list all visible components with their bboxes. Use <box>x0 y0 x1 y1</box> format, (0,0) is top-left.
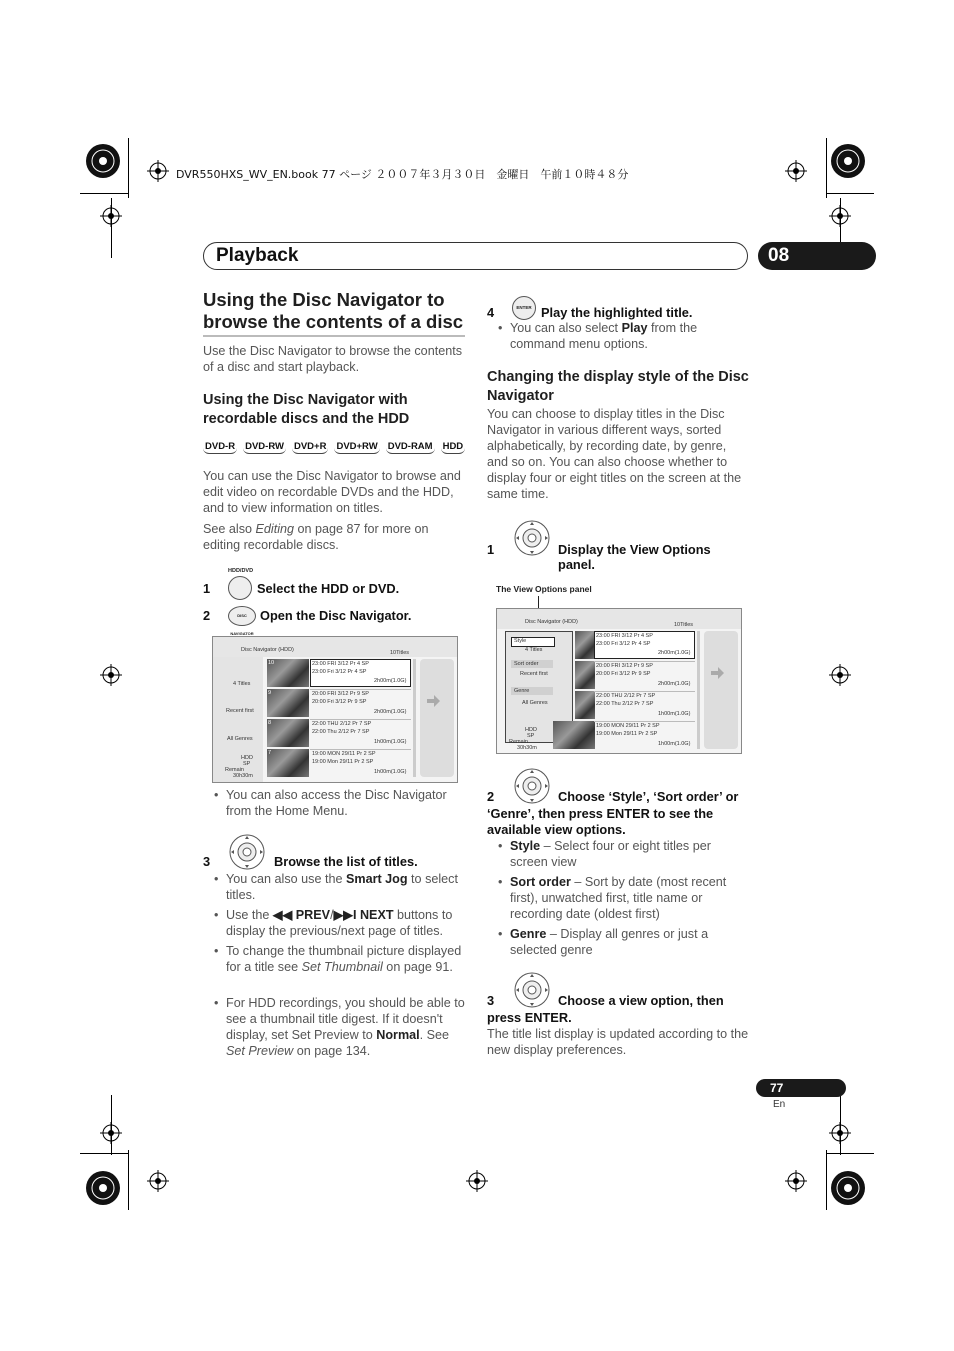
disc-type-badges <box>203 440 465 454</box>
title-row[interactable] <box>594 691 695 692</box>
step-number: 3 <box>203 854 211 869</box>
disc-navigator-button-icon: DISC NAVIGATOR <box>228 606 256 626</box>
starburst-mark-bottom-left <box>85 1170 121 1206</box>
title-line: 19:00 MON 29/11 Pr 2 SP <box>596 723 660 729</box>
title-line: 22:00 THU 2/12 Pr 7 SP <box>312 721 372 727</box>
step-text: Open the Disc Navigator. <box>260 608 412 623</box>
step-number: 1 <box>203 581 211 596</box>
genre-label: Genre <box>514 688 530 694</box>
bullet-thumbnail: • To change the thumbnail picture displayed for a title see Set Thumbnail on page 91. <box>226 943 466 975</box>
title-thumbnail <box>575 691 595 719</box>
hdd-dvd-label: HDD/DVD <box>228 568 254 574</box>
hdd-label: HDD <box>241 755 253 761</box>
registration-mark <box>100 1122 122 1144</box>
side-genre: All Genres <box>227 736 253 742</box>
title-duration: 2h00m(1.0G) <box>374 678 407 684</box>
title-thumbnail <box>267 719 309 747</box>
title-duration: 1h00m(1.0G) <box>374 769 407 775</box>
intro-text: Use the Disc Navigator to browse the contents of a disc and start playback. <box>203 344 462 374</box>
arrow-right-icon <box>709 665 725 681</box>
title-line: 23:00 Fri 3/12 Pr 4 SP <box>312 669 367 675</box>
screen-title: Disc Navigator (HDD) <box>525 619 578 625</box>
enter-button-icon: ENTER <box>512 296 536 320</box>
body-text: You can choose to display titles in the Disc Navigator in various different ways, sorted alphabetically, by recording date, by genre, and so on. You can also choose whether to display four or eight titles on the screen at the same time. <box>487 407 742 501</box>
step-text: Browse the list of titles. <box>274 854 418 869</box>
title-row[interactable] <box>310 749 411 750</box>
remain-value: 30h30m <box>517 745 537 751</box>
bullet-prev-next: • Use the ◀◀ PREV/▶▶I NEXT buttons to display the previous/next page of titles. <box>226 907 466 939</box>
sort-order-label: Sort order <box>514 661 539 667</box>
title-line: 19:00 MON 29/11 Pr 2 SP <box>312 751 376 757</box>
registration-mark <box>785 1170 807 1192</box>
body-text: You can use the Disc Navigator to browse and edit video on recordable DVDs and the HDD, and to view information on titles. <box>203 469 461 515</box>
section-title: Using the Disc Navigator to browse the contents of a disc <box>203 289 464 332</box>
step-number: 3 <box>487 993 495 1008</box>
starburst-mark-bottom-right <box>830 1170 866 1206</box>
title-duration: 1h00m(1.0G) <box>658 711 691 717</box>
title-duration: 1h00m(1.0G) <box>658 741 691 747</box>
language-label: En <box>773 1099 786 1110</box>
title-thumbnail <box>553 721 595 749</box>
scrollbar[interactable] <box>413 659 416 777</box>
genre-value: All Genres <box>522 700 548 706</box>
title-line: 22:00 Thu 2/12 Pr 7 SP <box>312 729 370 735</box>
title-row[interactable] <box>310 719 411 720</box>
title-number: 10 <box>268 660 275 666</box>
option-style: • Style – Select four or eight titles per screen view <box>510 838 742 870</box>
bullet-hdd-preview: • For HDD recordings, you should be able to see a thumbnail title digest. If it doesn't display, set Set Preview to Normal. See Set Preview on page 134. <box>226 995 466 1059</box>
title-duration: 2h00m(1.0G) <box>658 650 691 656</box>
disc-badge: DVD-RAM <box>387 441 433 452</box>
title-duration: 2h00m(1.0G) <box>374 709 407 715</box>
option-sort-order: • Sort order – Sort by date (most recent first), unwatched first, title name or recording date (oldest first) <box>510 874 742 922</box>
chapter-title: Playback <box>216 245 299 266</box>
view-options-screen <box>496 608 742 754</box>
step-number: 2 <box>203 608 211 623</box>
step-text: Choose a view option, then press ENTER. <box>487 993 724 1025</box>
title-count: 10Titles <box>390 650 410 656</box>
hdd-dvd-button-icon <box>228 576 252 600</box>
registration-mark <box>147 160 169 182</box>
step-number: 4 <box>487 305 495 320</box>
panel-caption: The View Options panel <box>496 584 592 594</box>
bullet-smart-jog: • You can also use the Smart Jog to select titles. <box>226 871 466 903</box>
section-rule <box>203 335 465 337</box>
arrow-right-icon <box>425 693 441 709</box>
title-line: 20:00 Fri 3/12 Pr 9 SP <box>312 699 367 705</box>
smart-jog-icon <box>513 519 551 557</box>
body-text-see-also: See also Editing on page 87 for more on editing recordable discs. <box>203 522 429 552</box>
next-panel <box>420 659 454 777</box>
hdd-label: HDD <box>525 727 537 733</box>
title-line: 23:00 FRI 3/12 Pr 4 SP <box>312 661 369 667</box>
title-row[interactable] <box>310 689 411 690</box>
step-text: Play the highlighted title. <box>541 305 693 320</box>
remain-value: 30h30m <box>233 773 253 779</box>
title-line: 23:00 Fri 3/12 Pr 4 SP <box>596 641 651 647</box>
title-line: 20:00 FRI 3/12 Pr 9 SP <box>312 691 369 697</box>
disc-badge: DVD-R <box>205 441 236 452</box>
registration-mark <box>829 1122 851 1144</box>
title-count: 10Titles <box>674 622 694 628</box>
title-thumbnail <box>267 749 309 777</box>
title-thumbnail <box>575 661 595 689</box>
title-line: 19:00 Mon 29/11 Pr 2 SP <box>596 731 658 737</box>
step-body: The title list display is updated according to the new display preferences. <box>487 1027 749 1057</box>
title-number: 8 <box>268 720 272 726</box>
disc-badge: DVD+R <box>293 441 327 452</box>
step-text: Display the View Options panel. <box>558 542 711 572</box>
side-panel <box>213 657 263 782</box>
title-line: 20:00 Fri 3/12 Pr 9 SP <box>596 671 651 677</box>
step-number: 1 <box>487 542 495 557</box>
style-value: 4 Titles <box>525 647 543 653</box>
title-line: 22:00 Thu 2/12 Pr 7 SP <box>596 701 654 707</box>
subsection-title: Changing the display style of the Disc Navigator <box>487 369 749 404</box>
title-line: 20:00 FRI 3/12 Pr 9 SP <box>596 663 653 669</box>
chapter-number: 08 <box>758 242 876 270</box>
starburst-mark-top-left <box>85 143 121 179</box>
step-text: Select the HDD or DVD. <box>257 581 400 596</box>
page-number: 77 <box>756 1079 846 1097</box>
registration-mark <box>785 160 807 182</box>
registration-mark <box>829 664 851 686</box>
title-row[interactable] <box>594 661 695 662</box>
disc-navigator-screen <box>212 636 458 783</box>
registration-mark <box>829 205 851 227</box>
sp-label: SP <box>243 761 251 767</box>
bullet-home-menu: • You can also access the Disc Navigator from the Home Menu. <box>226 787 464 819</box>
remain-label: Remain <box>225 767 244 773</box>
title-duration: 2h00m(1.0G) <box>658 681 691 687</box>
title-row[interactable] <box>594 721 695 722</box>
title-number: 7 <box>268 750 272 756</box>
title-thumbnail <box>267 689 309 717</box>
disc-badge: DVD+RW <box>336 441 378 452</box>
disc-badge: HDD <box>442 441 464 452</box>
registration-mark <box>147 1170 169 1192</box>
file-header-line: DVR550HXS_WV_EN.book 77 ページ ２００７年３月３０日 金曜日 午前１０時４８分 <box>176 168 629 181</box>
title-number: 9 <box>268 690 272 696</box>
scrollbar[interactable] <box>697 631 700 749</box>
title-duration: 1h00m(1.0G) <box>374 739 407 745</box>
side-sort: Recent first <box>226 708 254 714</box>
side-style: 4 Titles <box>233 681 251 687</box>
starburst-mark-top-right <box>830 143 866 179</box>
title-line: 19:00 Mon 29/11 Pr 2 SP <box>312 759 374 765</box>
sort-order-value: Recent first <box>520 671 548 677</box>
smart-jog-icon <box>228 833 266 871</box>
registration-mark <box>100 664 122 686</box>
disc-badge: DVD-RW <box>245 441 284 452</box>
step-text: Choose ‘Style’, ‘Sort order’ or ‘Genre’, then press ENTER to see the available view options. <box>487 789 739 837</box>
subsection-title: Using the Disc Navigator with recordable discs and the HDD <box>203 392 410 427</box>
registration-mark <box>466 1170 488 1192</box>
title-line: 22:00 THU 2/12 Pr 7 SP <box>596 693 656 699</box>
step-number: 2 <box>487 789 495 804</box>
style-label: Style <box>514 638 527 644</box>
screen-title: Disc Navigator (HDD) <box>241 647 294 653</box>
registration-mark <box>100 205 122 227</box>
sp-label: SP <box>527 733 535 739</box>
remain-label: Remain <box>509 739 528 745</box>
option-genre: • Genre – Display all genres or just a selected genre <box>510 926 742 958</box>
title-line: 23:00 FRI 3/12 Pr 4 SP <box>596 633 653 639</box>
next-panel <box>704 631 738 749</box>
bullet-play: • You can also select Play from the command menu options. <box>510 320 740 352</box>
title-thumbnail <box>575 631 595 659</box>
